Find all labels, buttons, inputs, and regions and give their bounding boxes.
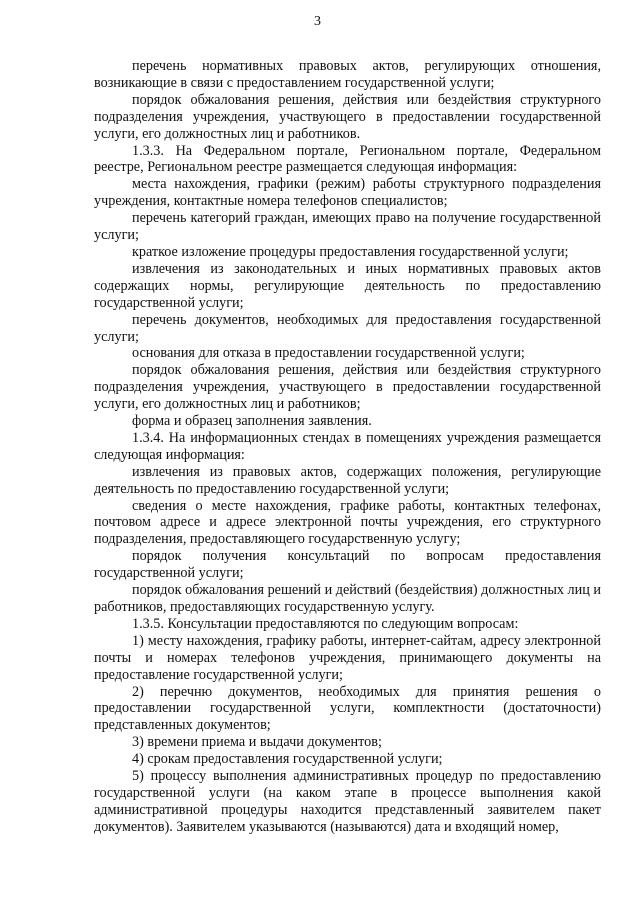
paragraph: извлечения из правовых актов, содержащих положения, регулирующие деятельность по предоставлению государственной услуги; [94,463,601,497]
paragraph: порядок обжалования решения, действия или бездействия структурного подразделения учреждения, участвующего в предоставлении государственной услуги, его должностных лиц и работников. [94,91,601,142]
paragraph: порядок обжалования решений и действий (бездействия) должностных лиц и работников, предоставляющих государственную услугу. [94,582,601,615]
paragraph: сведения о месте нахождения, графике работы, контактных телефонах, почтовом адресе и адресе электронной почты учреждения, его структурного подразделения, предоставляющего государственную услугу; [94,497,601,548]
paragraph: перечень документов, необходимых для предоставления государственной услуги; [94,311,601,345]
paragraph: 1) месту нахождения, графику работы, интернет-сайтам, адресу электронной почты и номерах телефонов учреждения, принимающего документы на предоставление государственной услуги; [94,632,601,683]
paragraph: 1.3.3. На Федеральном портале, Региональном портале, Федеральном реестре, Региональном реестре размещается следующая информация: [94,142,601,176]
paragraph: 2) перечню документов, необходимых для принятия решения о предоставлении государственной услуги, комплектности (достаточности) представленных документов; [94,683,601,734]
paragraph: 3) времени приема и выдачи документов; [132,734,382,751]
paragraph: места нахождения, графики (режим) работы структурного подразделения учреждения, контактные номера телефонов специалистов; [94,176,601,210]
paragraph: порядок обжалования решения, действия или бездействия структурного подразделения учреждения, участвующего в предоставлении государственной услуги, его должностных лиц и работников; [94,362,601,413]
paragraph: основания для отказа в предоставлении государственной услуги; [132,345,525,362]
paragraph: 4) срокам предоставления государственной услуги; [132,751,443,768]
page-number: 3 [314,14,321,29]
paragraph: перечень нормативных правовых актов, регулирующих отношения, возникающие в связи с предоставлением государственной услуги; [94,58,601,91]
paragraph: 1.3.5. Консультации предоставляются по следующим вопросам: [132,615,519,632]
paragraph: 5) процессу выполнения административных процедур по предоставлению государственной услуги (на каком этапе в процессе выполнения какой административной процедуры находится представленный заявителем пакет документов). Заявителем указываются (называются) дата и входящий номер, [94,768,601,835]
paragraph: перечень категорий граждан, имеющих право на получение государственной услуги; [94,210,601,244]
document-body [94,58,601,836]
paragraph: форма и образец заполнения заявления. [132,413,372,430]
paragraph: 1.3.4. На информационных стендах в помещениях учреждения размещается следующая информация: [94,429,601,463]
paragraph: извлечения из законодательных и иных нормативных правовых актов содержащих нормы, регулирующие деятельность по предоставлению государственной услуги; [94,260,601,311]
paragraph: порядок получения консультаций по вопросам предоставления государственной услуги; [94,548,601,582]
paragraph: краткое изложение процедуры предоставления государственной услуги; [132,243,569,260]
